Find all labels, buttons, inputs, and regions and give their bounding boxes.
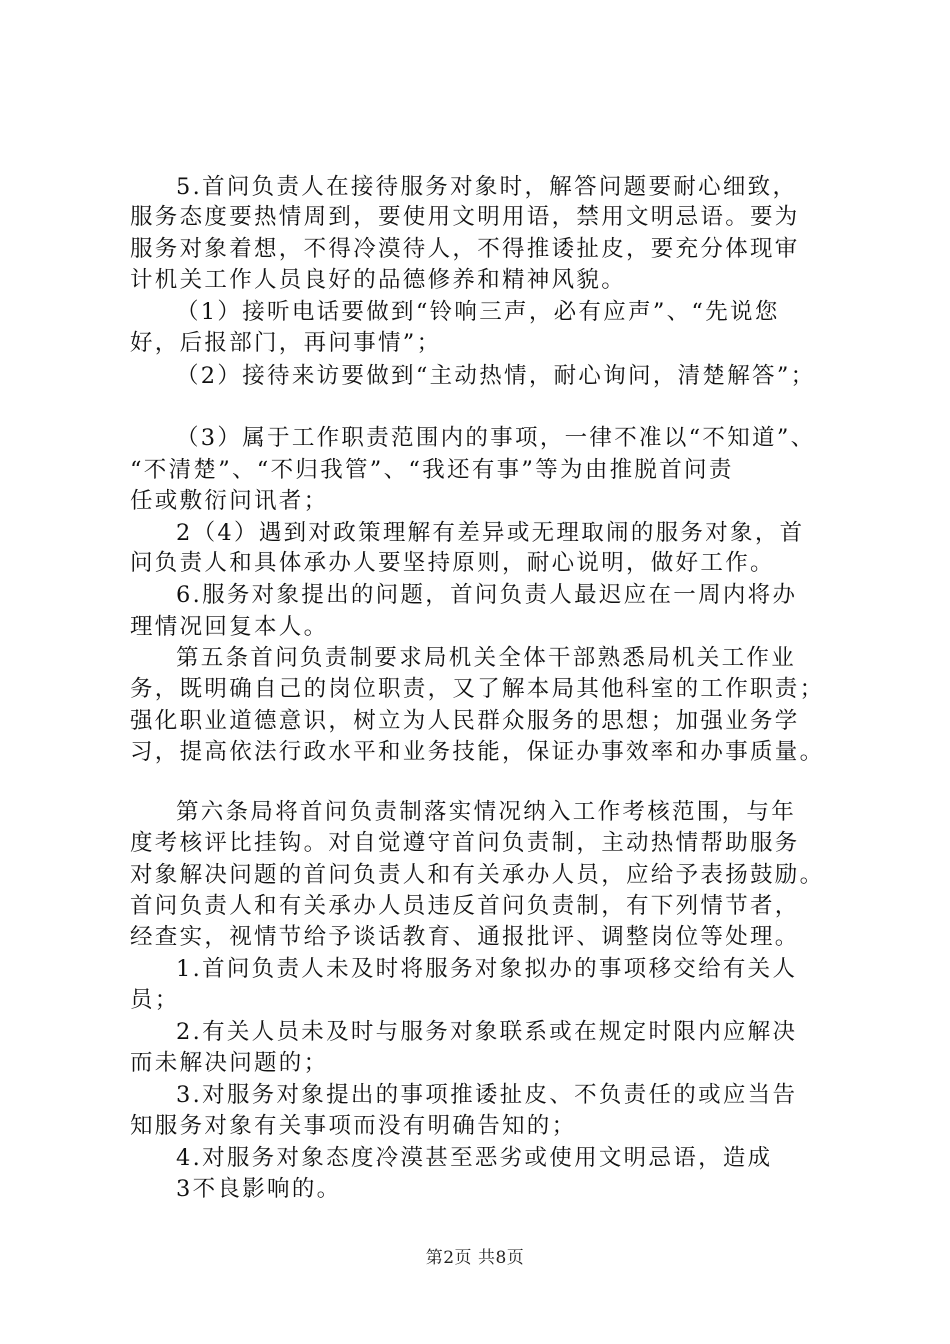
text-line: 对象解决问题的首问负责人和有关承办人员，应给予表扬鼓励。	[130, 862, 825, 888]
text-line: （3）属于工作职责范围内的事项，一律不准以“不知道”、	[176, 425, 816, 451]
text-line: 首问负责人和有关承办人员违反首问负责制，有下列情节者，	[130, 893, 800, 919]
text-line: （1）接听电话要做到“铃响三声，必有应声”、“先说您	[176, 299, 780, 325]
text-line: 3不良影响的。	[176, 1176, 342, 1202]
text-line: 而未解决问题的；	[130, 1050, 329, 1076]
text-line: 度考核评比挂钩。对自觉遵守首问负责制，主动热情帮助服务	[130, 830, 800, 856]
text-line: 计机关工作人员良好的品德修养和精神风貌。	[130, 267, 627, 293]
text-line: （2）接待来访要做到“主动热情，耐心询问，清楚解答”；	[176, 363, 816, 389]
text-line: 5.首问负责人在接待服务对象时，解答问题要耐心细致，	[176, 174, 798, 200]
text-line: 2（4）遇到对政策理解有差异或无理取闹的服务对象，首	[176, 520, 805, 546]
text-line: 6.服务对象提出的问题，首问负责人最迟应在一周内将办	[176, 582, 798, 608]
text-line: 好，后报部门，再问事情”；	[130, 330, 442, 356]
text-line: 服务对象着想，不得冷漠待人，不得推诿扯皮，要充分体现审	[130, 236, 800, 262]
page-number-footer: 第2页 共8页	[425, 1248, 525, 1268]
text-line: 服务态度要热情周到，要使用文明用语，禁用文明忌语。要为	[130, 204, 800, 230]
text-line: 问负责人和具体承办人要坚持原则，耐心说明，做好工作。	[130, 550, 775, 576]
text-line: 经查实，视情节给予谈话教育、通报批评、调整岗位等处理。	[130, 924, 800, 950]
text-line: “不清楚”、“不归我管”、“我还有事”等为由推脱首问责	[130, 457, 734, 483]
text-line: 理情况回复本人。	[130, 614, 329, 640]
text-line: 1.首问负责人未及时将服务对象拟办的事项移交给有关人	[176, 956, 798, 982]
text-line: 第六条局将首问负责制落实情况纳入工作考核范围，与年	[176, 799, 797, 825]
text-line: 务，既明确自己的岗位职责，又了解本局其他科室的工作职责；	[130, 676, 825, 702]
text-line: 任或敷衍问讯者；	[130, 488, 329, 514]
text-line: 2.有关人员未及时与服务对象联系或在规定时限内应解决	[176, 1019, 798, 1045]
text-line: 3.对服务对象提出的事项推诿扯皮、不负责任的或应当告	[176, 1082, 798, 1108]
text-line: 习，提高依法行政水平和业务技能，保证办事效率和办事质量。	[130, 739, 825, 765]
text-line: 强化职业道德意识，树立为人民群众服务的思想；加强业务学	[130, 708, 800, 734]
text-line: 4.对服务对象态度冷漠甚至恶劣或使用文明忌语，造成	[176, 1145, 773, 1171]
text-line: 员；	[130, 987, 180, 1013]
text-line: 知服务对象有关事项而没有明确告知的；	[130, 1113, 577, 1139]
text-line: 第五条首问负责制要求局机关全体干部熟悉局机关工作业	[176, 645, 797, 671]
